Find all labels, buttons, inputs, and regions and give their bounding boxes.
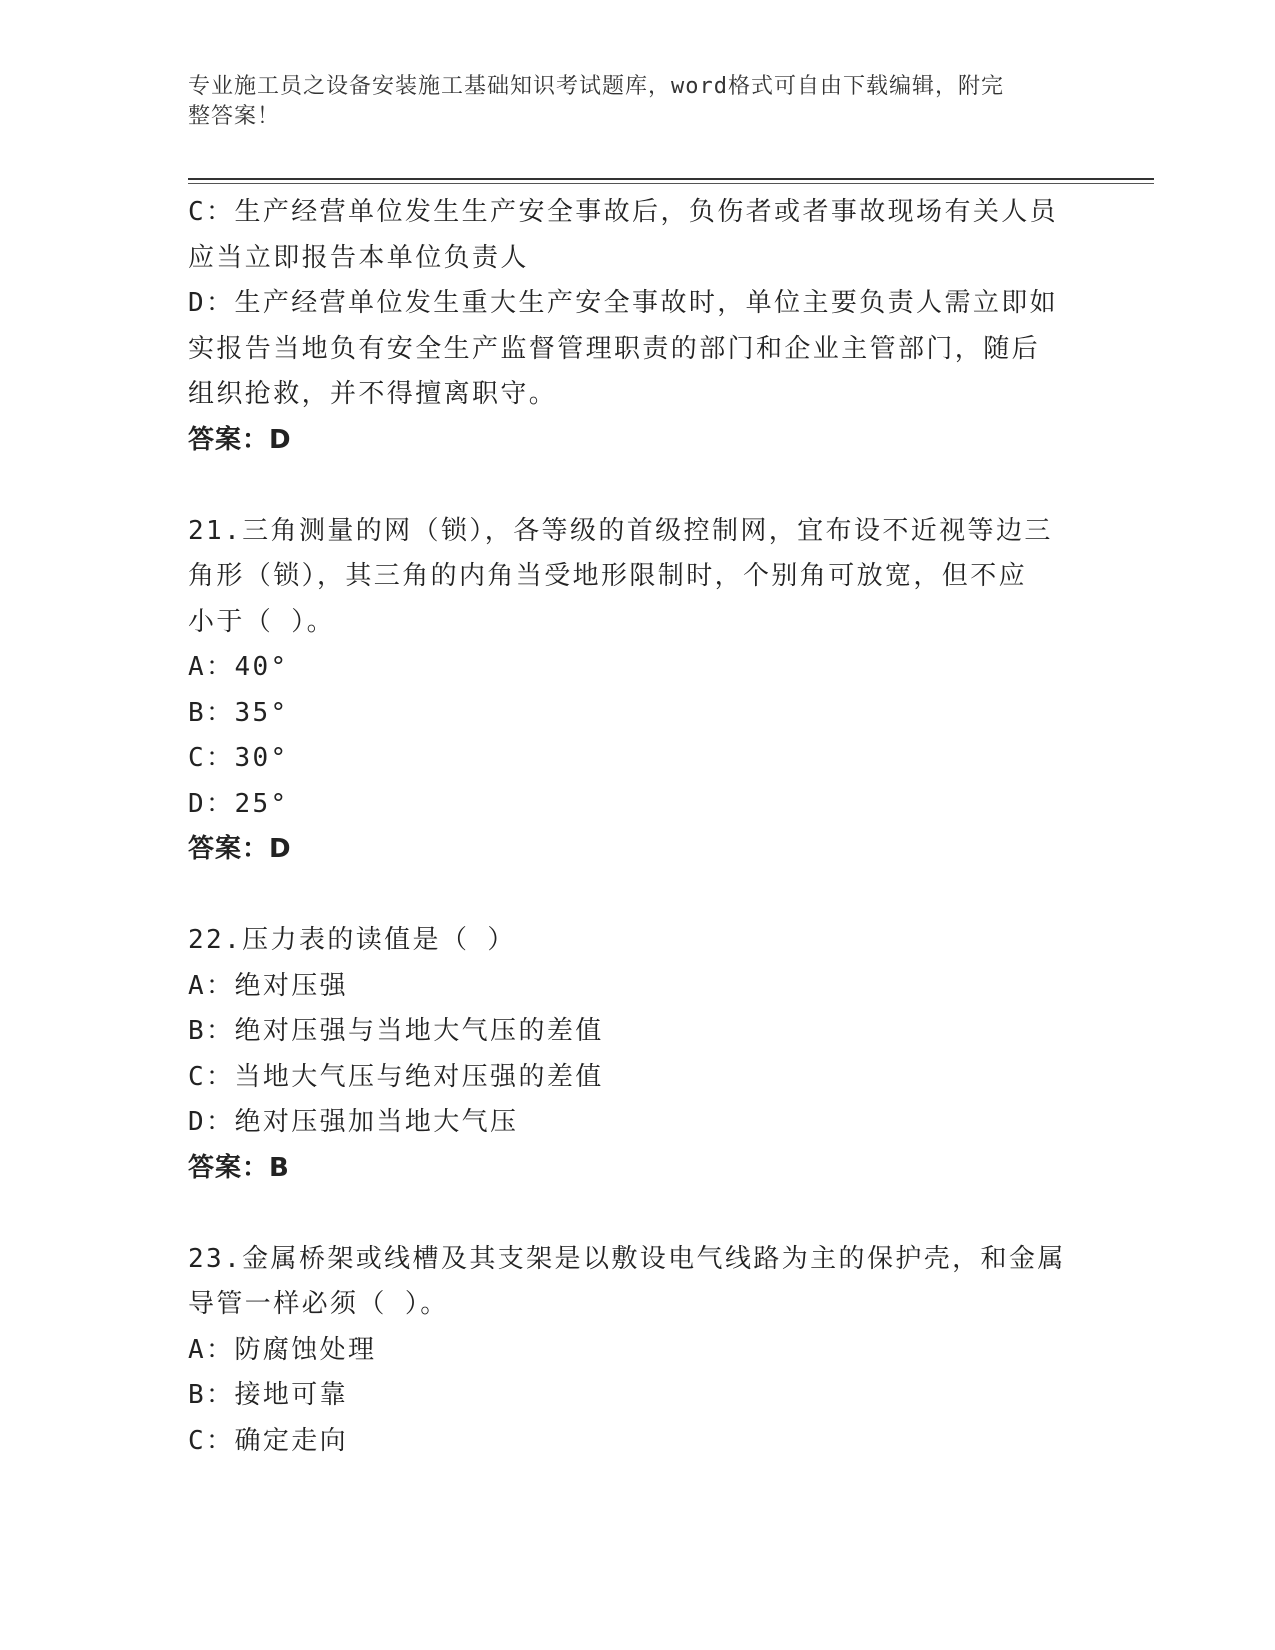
option-c: C：当地大气压与绝对压强的差值	[188, 1061, 604, 1092]
option-d: D：绝对压强加当地大气压	[188, 1107, 519, 1137]
option-c: C：30°	[188, 743, 289, 773]
question-20-continued	[188, 190, 1088, 463]
option-c: C：确定走向	[188, 1425, 349, 1456]
option-c-line: 应当立即报告本单位负责人	[188, 242, 529, 273]
option-d: D：25°	[188, 788, 289, 819]
header-divider-thin	[188, 183, 1154, 184]
question-23	[188, 1237, 1088, 1465]
option-a: A：绝对压强	[188, 970, 349, 1001]
question-stem: 导管一样必须（ ）。	[188, 1289, 449, 1319]
header-line: 整答案！	[188, 104, 281, 129]
question-stem: 22.压力表的读值是（ ）	[188, 925, 516, 955]
question-stem: 21.三角测量的网（锁），各等级的首级控制网，宜布设不近视等边三	[188, 515, 1053, 546]
option-a: A：40°	[188, 652, 289, 682]
option-c-line: C：生产经营单位发生生产安全事故后，负伤者或者事故现场有关人员	[188, 197, 1059, 227]
question-21	[188, 509, 1088, 873]
header-line: 专业施工员之设备安装施工基础知识考试题库，word格式可自由下载编辑，附完	[188, 74, 1004, 99]
option-a: A：防腐蚀处理	[188, 1334, 377, 1365]
answer: 答案：B	[188, 1152, 290, 1183]
spacer	[188, 873, 1088, 919]
question-22	[188, 918, 1088, 1191]
question-list	[188, 190, 1088, 1464]
question-stem: 小于（ ）。	[188, 606, 336, 637]
question-stem: 23.金属桥架或线槽及其支架是以敷设电气线路为主的保护壳，和金属	[188, 1243, 1066, 1274]
document-header	[188, 72, 1088, 132]
option-d-line: D：生产经营单位发生重大生产安全事故时，单位主要负责人需立即如	[188, 288, 1059, 318]
option-d-line: 实报告当地负有安全生产监督管理职责的部门和企业主管部门，随后	[188, 333, 1041, 364]
option-d-line: 组织抢救，并不得擅离职守。	[188, 379, 558, 409]
option-b: B：35°	[188, 697, 289, 728]
option-b: B：接地可靠	[188, 1380, 349, 1410]
question-stem: 角形（锁），其三角的内角当受地形限制时，个别角可放宽，但不应	[188, 561, 1028, 591]
answer: 答案：D	[188, 424, 292, 455]
header-divider	[188, 178, 1154, 180]
answer: 答案：D	[188, 834, 292, 864]
option-b: B：绝对压强与当地大气压的差值	[188, 1016, 604, 1046]
spacer	[188, 1191, 1088, 1237]
spacer	[188, 463, 1088, 509]
